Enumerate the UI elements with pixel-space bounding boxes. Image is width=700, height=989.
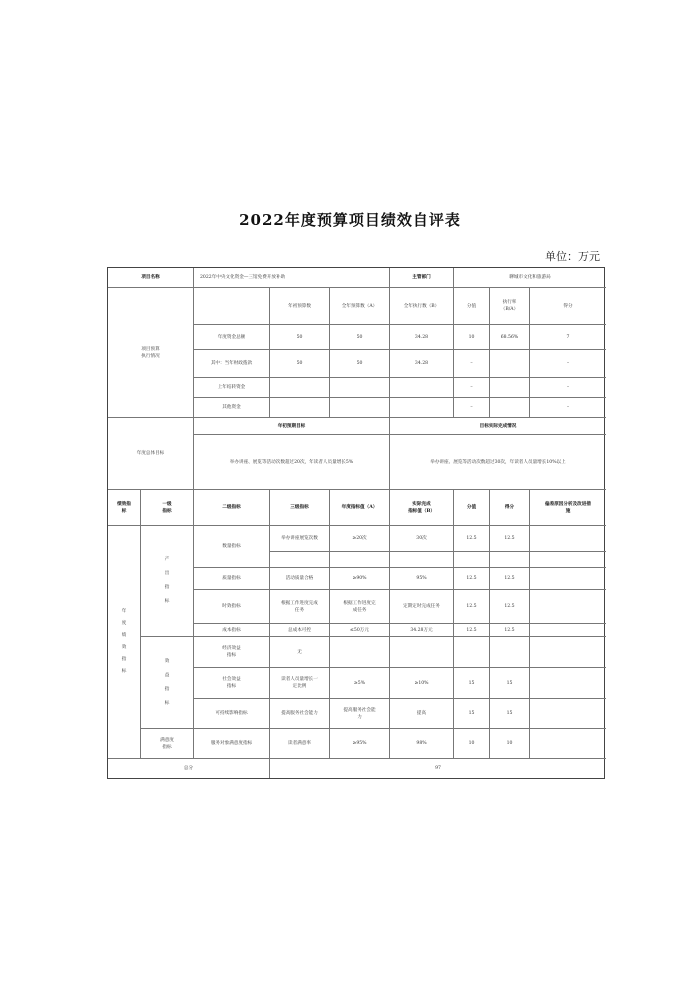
- indicator-actual: ≥10%: [390, 668, 454, 699]
- indicator-level3: 总成本可控: [270, 624, 330, 637]
- benefit-indicator-label: 效 益 指 标: [141, 637, 194, 729]
- goal-expected-value: 举办讲座、展览等活动次数超过20次，年读者人员量增长5%: [194, 435, 390, 490]
- indicator-deviation: [530, 590, 606, 624]
- indicator-level2: 社会效益 指标: [194, 668, 270, 699]
- header-weight: 分值: [454, 288, 490, 325]
- indicator-score: 12.5: [490, 590, 530, 624]
- indicator-deviation: [530, 668, 606, 699]
- indicator-score: 15: [490, 699, 530, 729]
- indicator-weight: 12.5: [454, 590, 490, 624]
- indicator-level2: 成本指标: [194, 624, 270, 637]
- header-target: 年度指标值（A）: [330, 490, 390, 526]
- dept-value: 聊城市文化和旅游局: [454, 268, 606, 288]
- project-name-label: 项目名称: [108, 268, 194, 288]
- indicator-empty-cell: [490, 552, 530, 568]
- indicator-actual: 98%: [390, 729, 454, 759]
- header-level2: 二级指标: [194, 490, 270, 526]
- indicator-actual: 提高: [390, 699, 454, 729]
- budget-row-full-year: 50: [330, 325, 390, 350]
- indicator-actual: 34.28万元: [390, 624, 454, 637]
- indicator-score: 12.5: [490, 624, 530, 637]
- indicator-deviation: [530, 699, 606, 729]
- budget-header-blank: [194, 288, 270, 325]
- budget-row-weight: –: [454, 378, 490, 398]
- budget-row-score: –: [530, 378, 606, 398]
- exec-label: 项目预算 执行情况: [108, 288, 194, 418]
- indicator-actual: 30次: [390, 526, 454, 552]
- budget-row-rate: [490, 398, 530, 418]
- indicator-weight: 15: [454, 699, 490, 729]
- goal-expected-header: 年初预期目标: [194, 418, 390, 435]
- indicator-level3: 活动质量合格: [270, 568, 330, 590]
- unit-label: 单位：万元: [545, 250, 600, 263]
- indicator-level3: 根据工作进度完成 任务: [270, 590, 330, 624]
- indicator-level2: 经济效益 指标: [194, 637, 270, 668]
- total-label: 总分: [108, 759, 270, 778]
- indicator-target: [330, 637, 390, 668]
- indicator-deviation: [530, 637, 606, 668]
- indicator-deviation: [530, 568, 606, 590]
- budget-row-initial: [270, 398, 330, 418]
- indicator-score: 12.5: [490, 526, 530, 552]
- indicator-target: ≤50万元: [330, 624, 390, 637]
- budget-row-executed: 34.28: [390, 350, 454, 378]
- indicator-empty-cell: [330, 552, 390, 568]
- budget-row-executed: [390, 378, 454, 398]
- budget-row-label: 其中：当年财政拨款: [194, 350, 270, 378]
- indicator-deviation: [530, 624, 606, 637]
- header-level1: 一级 指标: [141, 490, 194, 526]
- indicator-empty-cell: [530, 552, 606, 568]
- indicator-weight: [454, 637, 490, 668]
- budget-row-initial: 50: [270, 350, 330, 378]
- indicator-weight: 15: [454, 668, 490, 699]
- budget-row-executed: [390, 398, 454, 418]
- indicator-level2: 数量指标: [194, 526, 270, 568]
- performance-table: [107, 267, 605, 779]
- budget-row-weight: –: [454, 350, 490, 378]
- satisfaction-indicator-label: 满意度 指标: [141, 729, 194, 759]
- indicator-actual: 定期定时完成任务: [390, 590, 454, 624]
- budget-row-rate: [490, 350, 530, 378]
- indicator-level2: 可持续影响指标: [194, 699, 270, 729]
- indicator-weight: 10: [454, 729, 490, 759]
- project-name-value: 2022年中央文化资金—三馆免费开放补助: [194, 268, 390, 288]
- indicator-level2: 时效指标: [194, 590, 270, 624]
- indicator-target: ≥20次: [330, 526, 390, 552]
- header-executed: 全年执行数（B）: [390, 288, 454, 325]
- header-actual: 实际完成 指标值（B）: [390, 490, 454, 526]
- goal-actual-value: 举办讲座、展览等活动次数超过30次，年读者人员量增长10%以上: [390, 435, 606, 490]
- indicator-score: 15: [490, 668, 530, 699]
- header-initial-budget: 年初预算数: [270, 288, 330, 325]
- budget-row-initial: 50: [270, 325, 330, 350]
- indicator-actual: [390, 637, 454, 668]
- indicator-weight: 12.5: [454, 526, 490, 552]
- header-exec-rate: 执行率 （B/A）: [490, 288, 530, 325]
- budget-row-label: 上年结转资金: [194, 378, 270, 398]
- header-full-year-budget: 全年预算数（A）: [330, 288, 390, 325]
- goal-actual-header: 目标实际完成情况: [390, 418, 606, 435]
- budget-row-rate: 68.56%: [490, 325, 530, 350]
- budget-row-rate: [490, 378, 530, 398]
- indicator-level3: 读者满意率: [270, 729, 330, 759]
- header-level3: 三级指标: [270, 490, 330, 526]
- indicator-weight: 12.5: [454, 624, 490, 637]
- indicator-target: ≥5%: [330, 668, 390, 699]
- indicator-level3: 举办讲座展览次数: [270, 526, 330, 552]
- indicator-target: 提高服务社会能 力: [330, 699, 390, 729]
- indicator-score: [490, 637, 530, 668]
- indicator-level2: 服务对象满意度指标: [194, 729, 270, 759]
- header-ind-weight: 分值: [454, 490, 490, 526]
- indicator-actual: 95%: [390, 568, 454, 590]
- indicator-weight: 12.5: [454, 568, 490, 590]
- budget-row-label: 其他资金: [194, 398, 270, 418]
- perf-vertical-label: 年 度 绩 效 指 标: [108, 526, 141, 759]
- budget-row-score: –: [530, 350, 606, 378]
- budget-row-initial: [270, 378, 330, 398]
- indicator-deviation: [530, 729, 606, 759]
- indicator-score: 10: [490, 729, 530, 759]
- indicator-target: ≥95%: [330, 729, 390, 759]
- indicator-deviation: [530, 526, 606, 552]
- indicator-empty-cell: [390, 552, 454, 568]
- indicator-empty-cell: [270, 552, 330, 568]
- indicator-level2: 质量指标: [194, 568, 270, 590]
- goal-label: 年度总体目标: [108, 418, 194, 490]
- indicator-score: 12.5: [490, 568, 530, 590]
- indicator-target: 根据工作进度完 成任务: [330, 590, 390, 624]
- total-value: 97: [435, 766, 441, 771]
- budget-row-score: 7: [530, 325, 606, 350]
- budget-row-full-year: 50: [330, 350, 390, 378]
- indicator-level3: 读者人员量增长一 定比例: [270, 668, 330, 699]
- page-title: 2022年度预算项目绩效自评表: [239, 211, 461, 229]
- header-score: 得分: [530, 288, 606, 325]
- budget-row-full-year: [330, 378, 390, 398]
- indicator-target: ≥90%: [330, 568, 390, 590]
- budget-row-weight: –: [454, 398, 490, 418]
- budget-row-score: –: [530, 398, 606, 418]
- indicator-empty-cell: [454, 552, 490, 568]
- header-ind-score: 得分: [490, 490, 530, 526]
- dept-label: 主管部门: [390, 268, 454, 288]
- indicator-level3: 提高服务社会能力: [270, 699, 330, 729]
- budget-row-weight: 10: [454, 325, 490, 350]
- indicator-level3: 无: [270, 637, 330, 668]
- output-indicator-label: 产 出 指 标: [141, 526, 194, 637]
- budget-row-full-year: [330, 398, 390, 418]
- header-perf-indicator: 绩效指 标: [108, 490, 141, 526]
- budget-row-executed: 34.28: [390, 325, 454, 350]
- budget-row-label: 年度资金总额: [194, 325, 270, 350]
- header-deviation: 偏差原因分析及改进措 施: [530, 490, 606, 526]
